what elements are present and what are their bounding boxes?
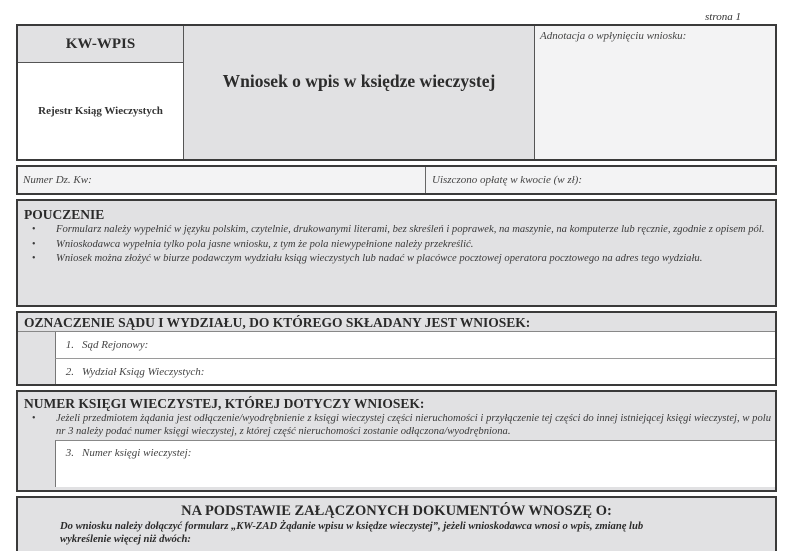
district-court-field[interactable] [55, 332, 775, 358]
request-section-title: NA PODSTAWIE ZAŁĄCZONYCH DOKUMENTÓW WNOSZĘ O: [181, 503, 612, 519]
instruction-item: • Formularz należy wypełnić w języku polskim, czytelnie, drukowanymi literami, bez skreśleń i poprawek, na maszynie, na komputerze lub ręcznie, zgodnie z opisem pól. [18, 224, 775, 237]
receipt-annotation-field[interactable] [534, 26, 775, 159]
instructions-section [16, 199, 777, 307]
district-court-label: Sąd Rejonowy: [82, 339, 149, 351]
request-section [16, 496, 777, 551]
instruction-item: • Wniosek można złożyć w biurze podawczym wydziału ksiąg wieczystych lub nadać w placówce pocztowej operatora pocztowego na adres tego wydziału. [18, 253, 775, 266]
instructions-list [18, 224, 775, 266]
form-title: Wniosek o wpis w księdze wieczystej [184, 26, 534, 159]
page-number: strona 1 [705, 11, 741, 23]
court-section-title: OZNACZENIE SĄDU I WYDZIAŁU, DO KTÓREGO SKŁADANY JEST WNIOSEK: [18, 313, 775, 332]
dz-kw-number-field[interactable] [18, 167, 426, 193]
registry-name: Rejestr Ksiąg Wieczystych [18, 63, 183, 159]
land-register-number-title: NUMER KSIĘGI WIECZYSTEJ, KTÓREJ DOTYCZY WNIOSEK: [24, 396, 425, 411]
form-id-block [18, 26, 184, 159]
land-registry-department-field[interactable] [55, 358, 775, 384]
dz-kw-number-label: Numer Dz. Kw: [23, 174, 92, 186]
receipt-annotation-label: Adnotacja o wpłynięciu wniosku: [540, 30, 687, 42]
instructions-title: POUCZENIE [24, 207, 105, 222]
field-number: 1. [65, 339, 74, 351]
request-section-note: Do wniosku należy dołączyć formularz „KW-ZAD Żądanie wpisu w księdze wieczystej”, jeżeli wnioskodawca wnosi o wpis, zmianę lub wykreślenie więcej niż dwóch: [60, 521, 644, 545]
form-header [16, 24, 777, 161]
land-register-number-field[interactable] [55, 440, 775, 487]
land-register-note: • Jeżeli przedmiotem żądania jest odłączenie/wyodrębnienie z księgi wieczystej części nieruchomości i przyłączenie tej części do innej istniejącej księgi wieczystej, w polu nr 3 należy podać numer księgi wieczystej, z której część nieruchomości zostanie odłączona/wyodrębniona. [18, 413, 775, 438]
fee-paid-label: Uiszczono opłatę w kwocie (w zł): [432, 174, 583, 186]
land-register-number-section [16, 390, 777, 492]
land-register-note-list [18, 413, 775, 438]
field-number: 3. [65, 447, 74, 460]
land-registry-department-label: Wydział Ksiąg Wieczystych: [82, 365, 205, 378]
form-code: KW-WPIS [18, 26, 183, 63]
land-register-number-label: Numer księgi wieczystej: [82, 447, 192, 460]
court-section [16, 311, 777, 386]
fee-paid-field[interactable] [426, 167, 775, 193]
field-number: 2. [65, 365, 74, 378]
instruction-item: • Wnioskodawca wypełnia tylko pola jasne wniosku, z tym że pola niewypełnione należy przekreślić. [18, 239, 775, 252]
office-fields-row [16, 165, 777, 195]
